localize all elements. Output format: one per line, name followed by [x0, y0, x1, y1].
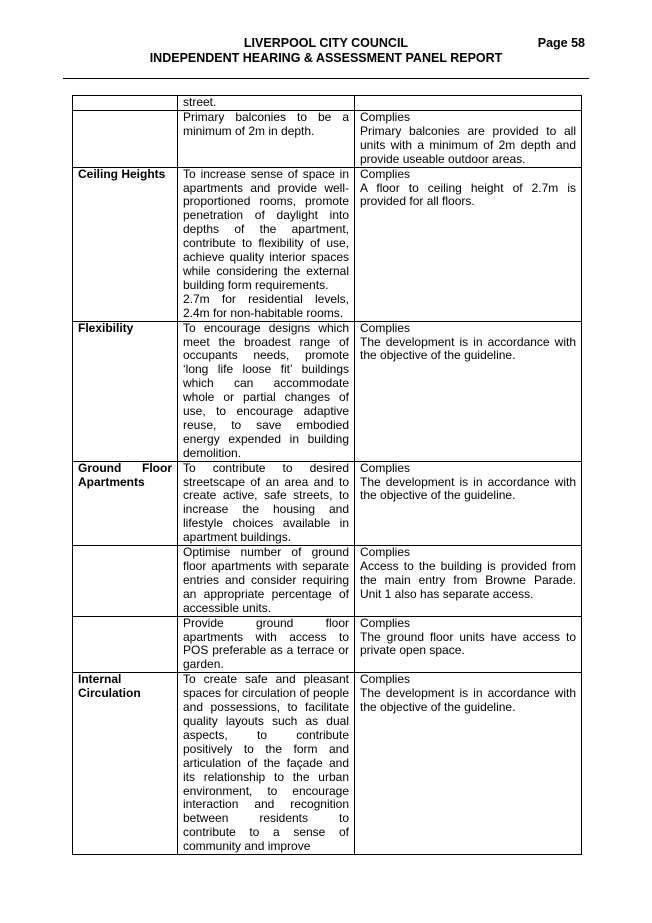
- objective-cell: Primary balconies to be a minimum of 2m in depth.: [178, 111, 355, 168]
- table-row: [73, 167, 582, 321]
- topic-cell: Ceiling Heights: [73, 167, 178, 321]
- assessment-cell: Complies The development is in accordance with the objective of the guideline.: [355, 321, 582, 461]
- topic-cell: Ground Floor Apartments: [73, 461, 178, 545]
- assessment-cell: Complies Access to the building is provided from the main entry from Browne Parade. Unit 1 also has separate access.: [355, 546, 582, 617]
- assessment-cell: Complies The development is in accordance with the objective of the guideline.: [355, 673, 582, 855]
- table-row: [73, 96, 582, 111]
- assessment-table-body: [73, 96, 582, 855]
- assessment-cell: [355, 96, 582, 111]
- page-number: Page 58: [537, 36, 585, 50]
- table-row: [73, 673, 582, 855]
- assessment-table: [72, 95, 582, 855]
- objective-cell: Optimise number of ground floor apartments with separate entries and consider requiring an appropriate percentage of accessible units.: [178, 546, 355, 617]
- objective-cell: To encourage designs which meet the broadest range of occupants needs, promote ‘long life loose fit’ buildings which can accommodate whole or partial changes of use, to encourage adaptive reuse, to save embodied energy expended in building demolition.: [178, 321, 355, 461]
- table-row: [73, 546, 582, 617]
- topic-cell: [73, 96, 178, 111]
- topic-cell: Flexibility: [73, 321, 178, 461]
- council-name: LIVERPOOL CITY COUNCIL: [243, 36, 409, 50]
- assessment-cell: Complies Primary balconies are provided to all units with a minimum of 2m depth and provide useable outdoor areas.: [355, 111, 582, 168]
- table-row: [73, 616, 582, 673]
- objective-cell: street.: [178, 96, 355, 111]
- table-row: [73, 111, 582, 168]
- topic-cell: Internal Circulation: [73, 673, 178, 855]
- objective-cell: To create safe and pleasant spaces for circulation of people and possessions, to facilitate quality layouts such as dual aspects, to contribute positively to the form and articulation of the façade and its relationship to the urban environment, to encourage interaction and recognition between residents to contribute to a sense of community and improve: [178, 673, 355, 855]
- topic-cell: [73, 546, 178, 617]
- objective-cell: To increase sense of space in apartments and provide well-proportioned rooms, promote penetration of daylight into depths of the apartment, contribute to flexibility of use, achieve quality interior spaces while considering the external building form requirements. 2.7m for residential levels, 2.4m for non-habitable rooms.: [178, 167, 355, 321]
- assessment-cell: Complies The development is in accordance with the objective of the guideline.: [355, 461, 582, 545]
- assessment-cell: Complies A floor to ceiling height of 2.7m is provided for all floors.: [355, 167, 582, 321]
- objective-cell: Provide ground floor apartments with access to POS preferable as a terrace or garden.: [178, 616, 355, 673]
- topic-cell: [73, 616, 178, 673]
- table-row: [73, 461, 582, 545]
- assessment-cell: Complies The ground floor units have access to private open space.: [355, 616, 582, 673]
- page-header: [0, 36, 652, 66]
- objective-cell: To contribute to desired streetscape of an area and to create active, safe streets, to increase the housing and lifestyle choices available in apartment buildings.: [178, 461, 355, 545]
- topic-cell: [73, 111, 178, 168]
- report-title: INDEPENDENT HEARING & ASSESSMENT PANEL REPORT: [149, 51, 503, 65]
- table-row: [73, 321, 582, 461]
- header-divider: [63, 78, 589, 79]
